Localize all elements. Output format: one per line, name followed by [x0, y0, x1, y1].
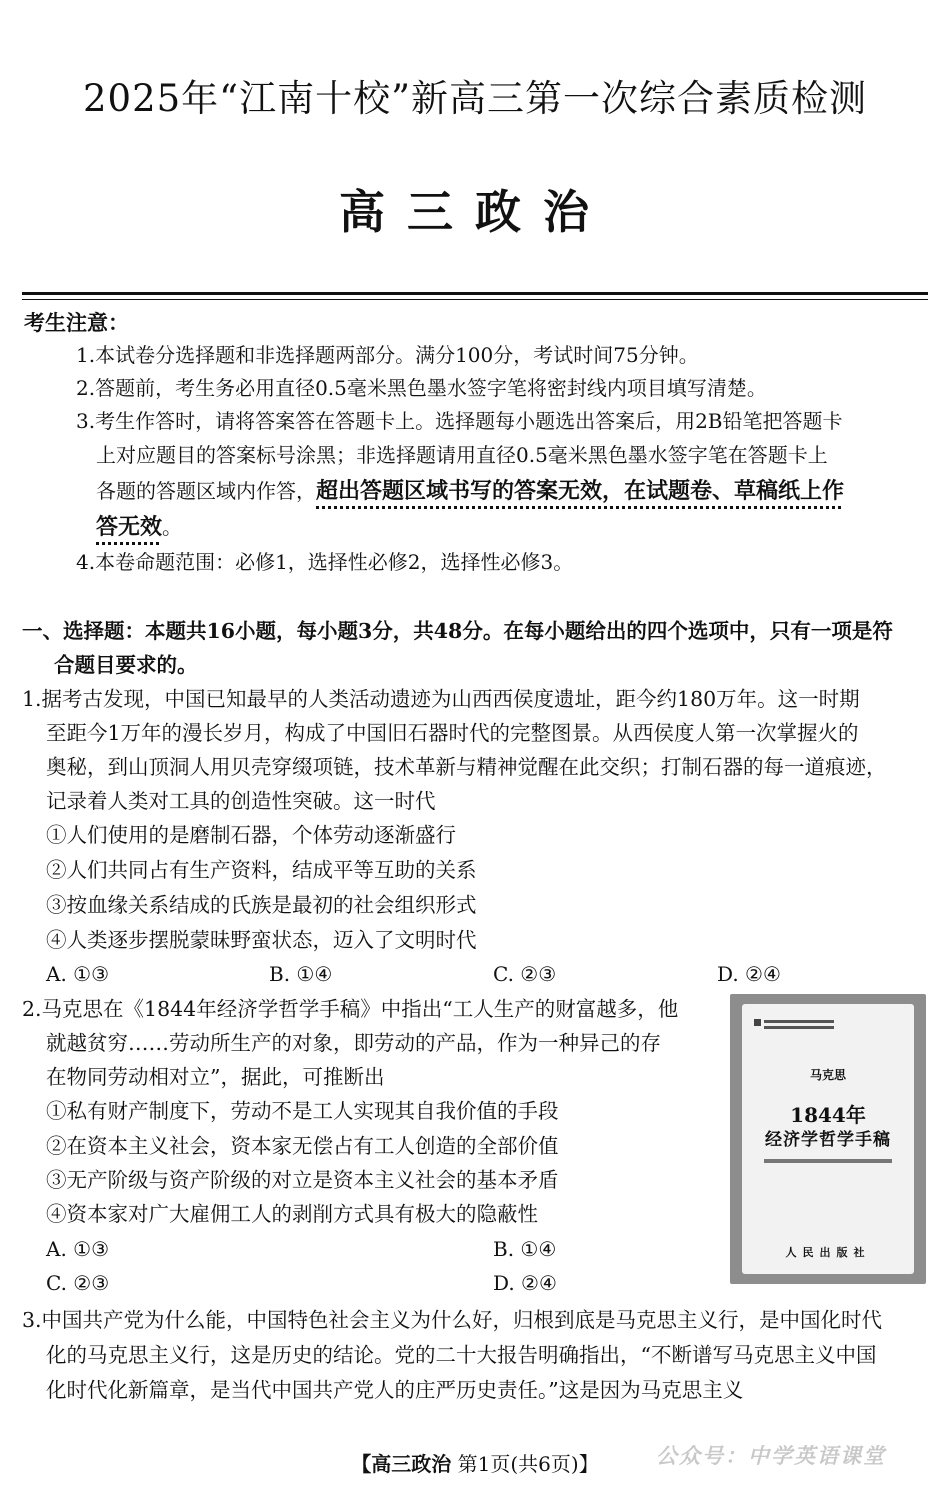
- book-series-mark: [754, 1019, 761, 1026]
- footer-page-number: 第1页(共6页)】: [457, 1452, 599, 1476]
- notice-item-3-line-3: [96, 476, 844, 506]
- q1-stem-line-3: 奥秘，到山顶洞人用贝壳穿缀项链，技术革新与精神觉醒在此交织；打制石器的每一道痕迹，: [46, 755, 887, 779]
- notice-item-3-emphasis: 超出答题区域书写的答案无效，在试题卷、草稿纸上作: [316, 478, 845, 504]
- q1-option-c: C. ②③: [493, 962, 557, 986]
- q2-stem-line-2: 就越贫穷……劳动所生产的对象，即劳动的产品，作为一种异己的存: [46, 1031, 661, 1055]
- q3-stem-line-3: 化时代化新篇章，是当代中国共产党人的庄严历史责任。”这是因为马克思主义: [46, 1378, 744, 1402]
- q2-item-4: ④资本家对广大雇佣工人的剥削方式具有极大的隐蔽性: [46, 1202, 538, 1226]
- watermark: 公众号：中学英语课堂: [656, 1443, 886, 1468]
- q1-item-2: ②人们共同占有生产资料，结成平等互助的关系: [46, 858, 477, 882]
- q2-stem-line-1: 2.马克思在《1844年经济学哲学手稿》中指出“工人生产的财富越多，他: [22, 997, 679, 1021]
- notice-item-3-line-4: [96, 512, 182, 542]
- book-year: 1844年: [790, 1103, 866, 1127]
- notice-item-3-line-2: 上对应题目的答案标号涂黑；非选择题请用直径0.5毫米黑色墨水签字笔在答题卡上: [96, 443, 828, 467]
- book-cover-page: [742, 1004, 914, 1274]
- q3-stem-line-1: 3.中国共产党为什么能，中国特色社会主义为什么好，归根到底是马克思主义行，是中国化时代: [22, 1308, 883, 1332]
- notice-item-3-plain: 各题的答题区域内作答，: [96, 479, 316, 503]
- q2-item-3: ③无产阶级与资产阶级的对立是资本主义社会的基本矛盾: [46, 1168, 559, 1192]
- notice-item-3-line-1: 3.考生作答时，请将答案答在答题卡上。选择题每小题选出答案后，用2B铅笔把答题卡: [76, 409, 843, 433]
- book-subtitle-bar: [764, 1159, 892, 1163]
- header-divider: [22, 292, 928, 295]
- section-heading: 一、选择题：本题共16小题，每小题3分，共48分。在每小题给出的四个选项中，只有一项是符: [22, 619, 893, 643]
- q1-item-1: ①人们使用的是磨制石器，个体劳动逐渐盛行: [46, 823, 456, 847]
- notice-item-3-emphasis-end: 答无效: [96, 514, 163, 540]
- q1-stem-line-2: 至距今1万年的漫长岁月，构成了中国旧石器时代的完整图景。从西侯度人第一次掌握火的: [46, 721, 859, 745]
- q2-option-a: A. ①③: [46, 1237, 110, 1261]
- q1-option-b: B. ①④: [269, 962, 333, 986]
- exam-title: 2025年“江南十校”新高三第一次综合素质检测: [83, 77, 867, 120]
- q1-stem-line-1: 1.据考古发现，中国已知最早的人类活动遗迹为山西西侯度遗址，距今约180万年。这一时期: [22, 687, 860, 711]
- q2-item-2: ②在资本主义社会，资本家无偿占有工人创造的全部价值: [46, 1134, 559, 1158]
- q1-stem-line-4: 记录着人类对工具的创造性突破。这一时代: [46, 789, 436, 813]
- book-author: 马克思: [809, 1068, 846, 1082]
- book-cover-image: [730, 994, 926, 1284]
- q1-option-d: D. ②④: [717, 962, 781, 986]
- notice-item-2: 2.答题前，考生务必用直径0.5毫米黑色墨水签字笔将密封线内项目填写清楚。: [76, 376, 767, 400]
- q2-option-d: D. ②④: [493, 1271, 557, 1295]
- subject-title: 高三政治: [339, 185, 611, 239]
- q2-item-1: ①私有财产制度下，劳动不是工人实现其自我价值的手段: [46, 1099, 559, 1123]
- notice-heading: 考生注意：: [24, 310, 129, 335]
- footer-subject: 【高三政治: [351, 1452, 452, 1476]
- notice-item-3-period: 。: [162, 515, 183, 539]
- q1-item-3: ③按血缘关系结成的氏族是最初的社会组织形式: [46, 893, 477, 917]
- book-publisher: 人民出版社: [785, 1246, 871, 1259]
- q2-option-c: C. ②③: [46, 1271, 110, 1295]
- book-name: 经济学哲学手稿: [765, 1130, 891, 1150]
- q2-option-b: B. ①④: [493, 1237, 557, 1261]
- q1-item-4: ④人类逐步摆脱蒙昧野蛮状态，迈入了文明时代: [46, 928, 477, 952]
- q1-option-a: A. ①③: [46, 962, 110, 986]
- q2-stem-line-3: 在物同劳动相对立”，据此，可推断出: [46, 1065, 385, 1089]
- q3-stem-line-2: 化的马克思主义行，这是历史的结论。党的二十大报告明确指出，“不断谱写马克思主义中国: [46, 1343, 877, 1367]
- header-divider-thin: [22, 299, 928, 300]
- section-heading-cont: 合题目要求的。: [54, 653, 198, 677]
- notice-item-1: 1.本试卷分选择题和非选择题两部分。满分100分，考试时间75分钟。: [76, 343, 699, 367]
- notice-item-4: 4.本卷命题范围：必修1，选择性必修2，选择性必修3。: [76, 550, 574, 574]
- book-series-label: [764, 1020, 834, 1032]
